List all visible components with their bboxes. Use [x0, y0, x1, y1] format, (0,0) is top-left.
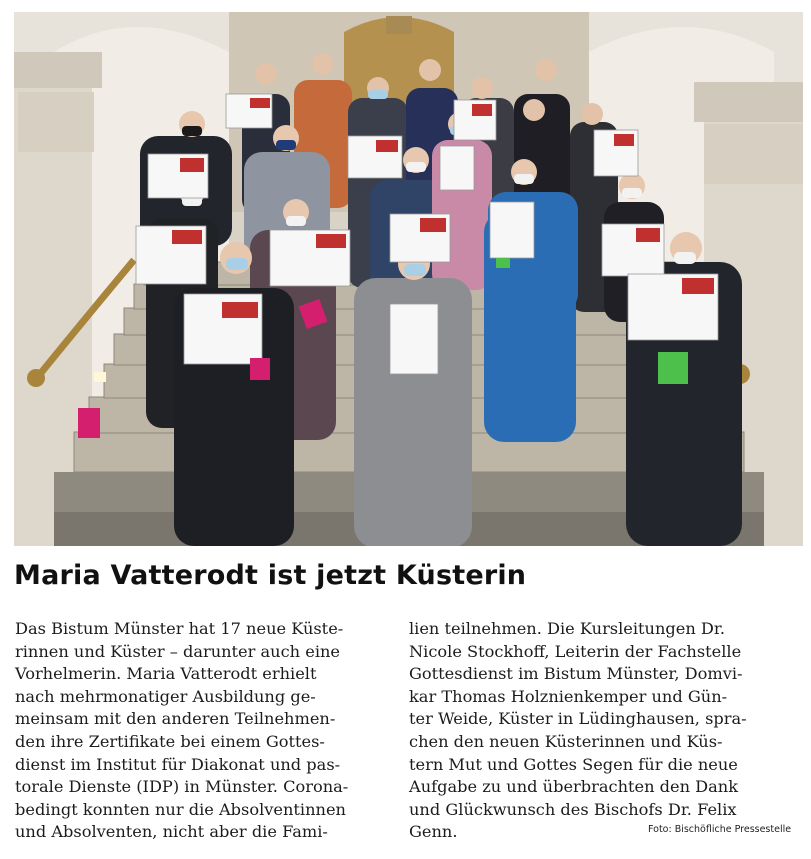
- photo-credit: Foto: Bischöfliche Pressestelle: [648, 824, 792, 835]
- article-text-line: Genn.: [409, 822, 458, 842]
- article-body-right-column: [409, 618, 791, 844]
- article-text-line: bedingt konnten nur die Absolventinnen: [15, 799, 346, 819]
- article-text-line: und Glückwunsch des Bischofs Dr. Felix: [409, 799, 737, 819]
- article-text-line: chen den neuen Küsterinnen und Küs-: [409, 731, 723, 751]
- article-text-line: dienst im Institut für Diakonat und pas-: [15, 754, 341, 774]
- article-text-line: tern Mut und Gottes Segen für die neue: [409, 754, 738, 774]
- article-headline: Maria Vatterodt ist jetzt Küsterin: [14, 560, 527, 591]
- article-text-line: meinsam mit den anderen Teilnehmen-: [15, 709, 336, 729]
- article-text-line: Gottesdienst im Bistum Münster, Domvi-: [409, 664, 743, 684]
- group-photo-illustration: [14, 12, 803, 546]
- article-text-line: Aufgabe zu und überbrachten den Dank: [409, 777, 739, 797]
- article-text-line: Vorhelmerin. Maria Vatterodt erhielt: [15, 664, 317, 684]
- article-text-line: und Absolventen, nicht aber die Fami-: [15, 822, 328, 842]
- article-photo: [14, 12, 803, 546]
- article-text-line: Nicole Stockhoff, Leiterin der Fachstelle: [409, 641, 742, 661]
- article-text-line: den ihre Zertifikate bei einem Gottes-: [15, 731, 325, 751]
- article-text-line: torale Dienste (IDP) in Münster. Corona-: [15, 777, 349, 797]
- article-text-line: lien teilnehmen. Die Kursleitungen Dr.: [409, 619, 725, 638]
- article-text-line: rinnen und Küster – darunter auch eine: [15, 641, 340, 661]
- article-text-line: Das Bistum Münster hat 17 neue Küste-: [15, 619, 344, 638]
- article-text-line: ter Weide, Küster in Lüdinghausen, spra-: [409, 709, 747, 729]
- article-text-line: nach mehrmonatiger Ausbildung ge-: [15, 686, 316, 706]
- article-body-left-column: [15, 618, 395, 844]
- article-text-line: kar Thomas Holznienkemper und Gün-: [409, 686, 728, 706]
